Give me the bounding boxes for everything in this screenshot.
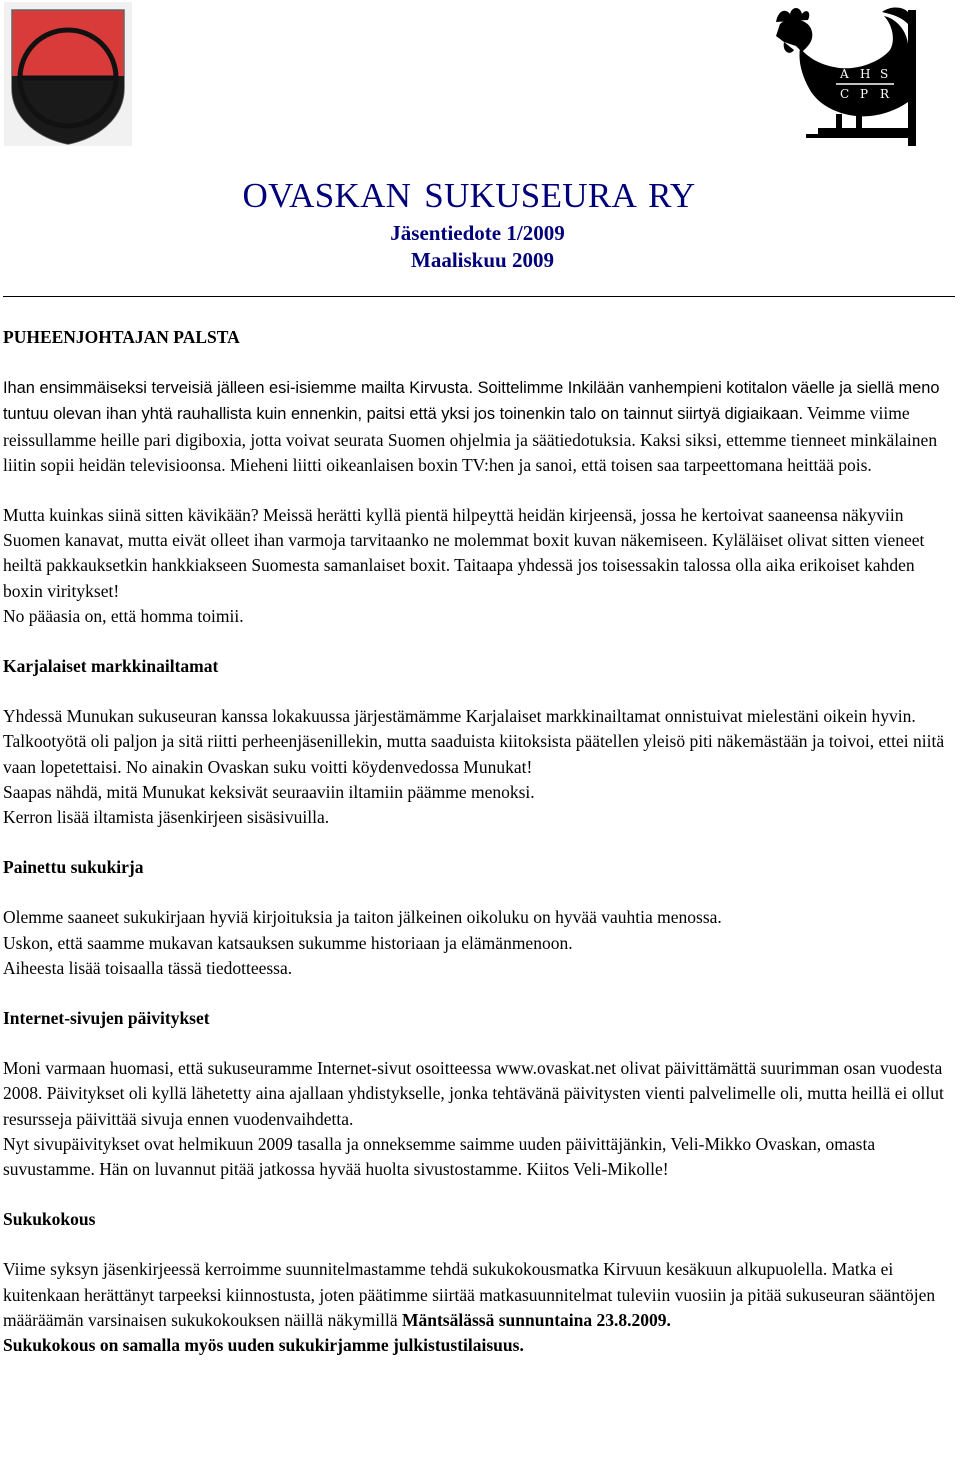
svg-text:R: R bbox=[880, 87, 890, 101]
meeting-date-location: Mäntsälässä sunnuntaina 23.8.2009. bbox=[401, 1309, 671, 1330]
svg-text:C: C bbox=[840, 87, 850, 101]
section-heading-market: Karjalaiset markkinailtamat bbox=[3, 656, 219, 677]
chair-paragraph-3: No pääasia on, että homma toimii. bbox=[3, 605, 244, 626]
rooster-logo bbox=[770, 2, 930, 148]
meeting-paragraph-2: Sukukokous on samalla myös uuden sukukirjamme julkistustilaisuus. bbox=[3, 1335, 524, 1356]
market-paragraph-4: Kerron lisää iltamista jäsenkirjeen sisäsivuilla. bbox=[3, 807, 330, 828]
svg-text:P: P bbox=[860, 87, 869, 101]
issue-number: Jäsentiedote 1/2009 bbox=[390, 221, 565, 245]
organization-title: OVASKAN SUKUSEURA RY bbox=[242, 176, 696, 215]
meeting-paragraph-1-text: Viime syksyn jäsenkirjeessä kerroimme suunnitelmastamme tehdä sukukokousmatka Kirvuun kesäkuun alkupuolella. Matka ei kuitenkaan herättänyt tarpeeksi kiinnostusta, joten päätimme siirtää matkasuunnitelmat tuleviin vuosiin ja pitää sukuseuran sääntöjen määräämän varsinaisen sukukokouksen näillä näkymillä bbox=[3, 1259, 936, 1330]
section-heading-chair: PUHEENJOHTAJAN PALSTA bbox=[3, 327, 240, 347]
svg-text:S: S bbox=[880, 67, 889, 81]
chair-paragraph-2: Mutta kuinkas siinä sitten kävikään? Meissä herätti kyllä pientä hilpeyttä heidän kirjeensä, jossa he kertoivat saaneensa näkyviin Suomen kanavat, mutta eivät olleet ihan varmoja tarvitaanko ne molemmat boxit kuvan näkemiseen. Kyläläiset olivat sitten vieneet heiltä pakkauksetkin hankkiakseen Suomesta samanlaiset boxit. Taitaapa yhdessä jos toisessakin talossa olla aika erikoiset kahden boxin viritykset! bbox=[3, 505, 925, 601]
book-paragraph-2: Uskon, että saamme mukavan katsauksen sukumme historiaan ja elämänmenoon. bbox=[3, 932, 573, 953]
chair-paragraph-1-intro: Ihan ensimmäiseksi terveisiä jälleen esi-isiemme mailta Kirvusta. Soittelimme Inkilään vanhempieni kotitalon väelle ja siellä meno tuntuu olevan ihan yhtä rauhallista kuin ennenkin, paitsi että yksi jos toinenkin talo on tainnut siirtyä digiaikaan. bbox=[3, 379, 940, 424]
section-heading-book: Painettu sukukirja bbox=[3, 857, 144, 878]
web-paragraph-1: Moni varmaan huomasi, että sukuseuramme Internet-sivut osoitteessa www.ovaskat.net olivat päivittämättä suurimman osan vuodesta 2008. Päivitykset oli kyllä lähetetty aina ajallaan yhdistykselle, jonka tehtävänä päivitysten vienti palvelimelle oli, mutta heillä ei ollut resursseja päivittää sivuja ennen vuodenvaihdetta. bbox=[3, 1058, 944, 1129]
meeting-paragraph-1 bbox=[3, 1257, 958, 1333]
web-paragraph-2: Nyt sivupäivitykset ovat helmikuun 2009 tasalla ja onneksemme saimme uuden päivittäjänkin, Veli-Mikko Ovaskan, omasta suvustamme. Hän on luvannut pitää jatkossa hyvää huolta sivustostamme. Kiitos Veli-Mikolle! bbox=[3, 1133, 876, 1180]
svg-text:H: H bbox=[860, 67, 871, 81]
issue-date: Maaliskuu 2009 bbox=[411, 248, 554, 272]
section-heading-web: Internet-sivujen päivitykset bbox=[3, 1008, 210, 1029]
market-paragraph-3: Saapas nähdä, mitä Munukat keksivät seuraaviin iltamiin päämme menoksi. bbox=[3, 781, 535, 802]
market-paragraph-2: Talkootyötä oli paljon ja sitä riitti perheenjäsenillekin, mutta saaduista kiitoksista päätellen yleisö piti näkemästään ja toivoi, ettei niitä vaan lopetettaisi. No ainakin Ovaskan suku voitti köydenvedossa Munukat! bbox=[3, 731, 945, 777]
chair-paragraph-1-rest: Veimme viime reissullamme heille pari digiboxia, jotta voivat seurata Suomen ohjelmia ja säätiedotuksia. Kaksi siksi, ettemme tienneet minkälainen liitin sopii heidän televisioonsa. Mieheni liitti oikeanlaisen boxin TV:hen ja sanoi, että toisen saa tarpeettomana heittää pois. bbox=[3, 403, 938, 475]
newsletter-body bbox=[3, 325, 958, 1358]
book-paragraph-1: Olemme saaneet sukukirjaan hyviä kirjoituksia ja taiton jälkeinen oikoluku on hyvää vauhtia menossa. bbox=[3, 907, 722, 928]
coat-of-arms-logo bbox=[4, 2, 132, 146]
header-divider bbox=[3, 296, 955, 297]
svg-text:A: A bbox=[840, 67, 849, 81]
chair-paragraph-1 bbox=[3, 375, 958, 478]
book-paragraph-3: Aiheesta lisää toisaalla tässä tiedotteessa. bbox=[3, 957, 293, 978]
market-paragraph-1: Yhdessä Munukan sukuseuran kanssa lokakuussa järjestämämme Karjalaiset markkinailtamat onnistuivat mielestäni oikein hyvin. bbox=[3, 706, 916, 727]
section-heading-meeting: Sukukokous bbox=[3, 1209, 96, 1230]
